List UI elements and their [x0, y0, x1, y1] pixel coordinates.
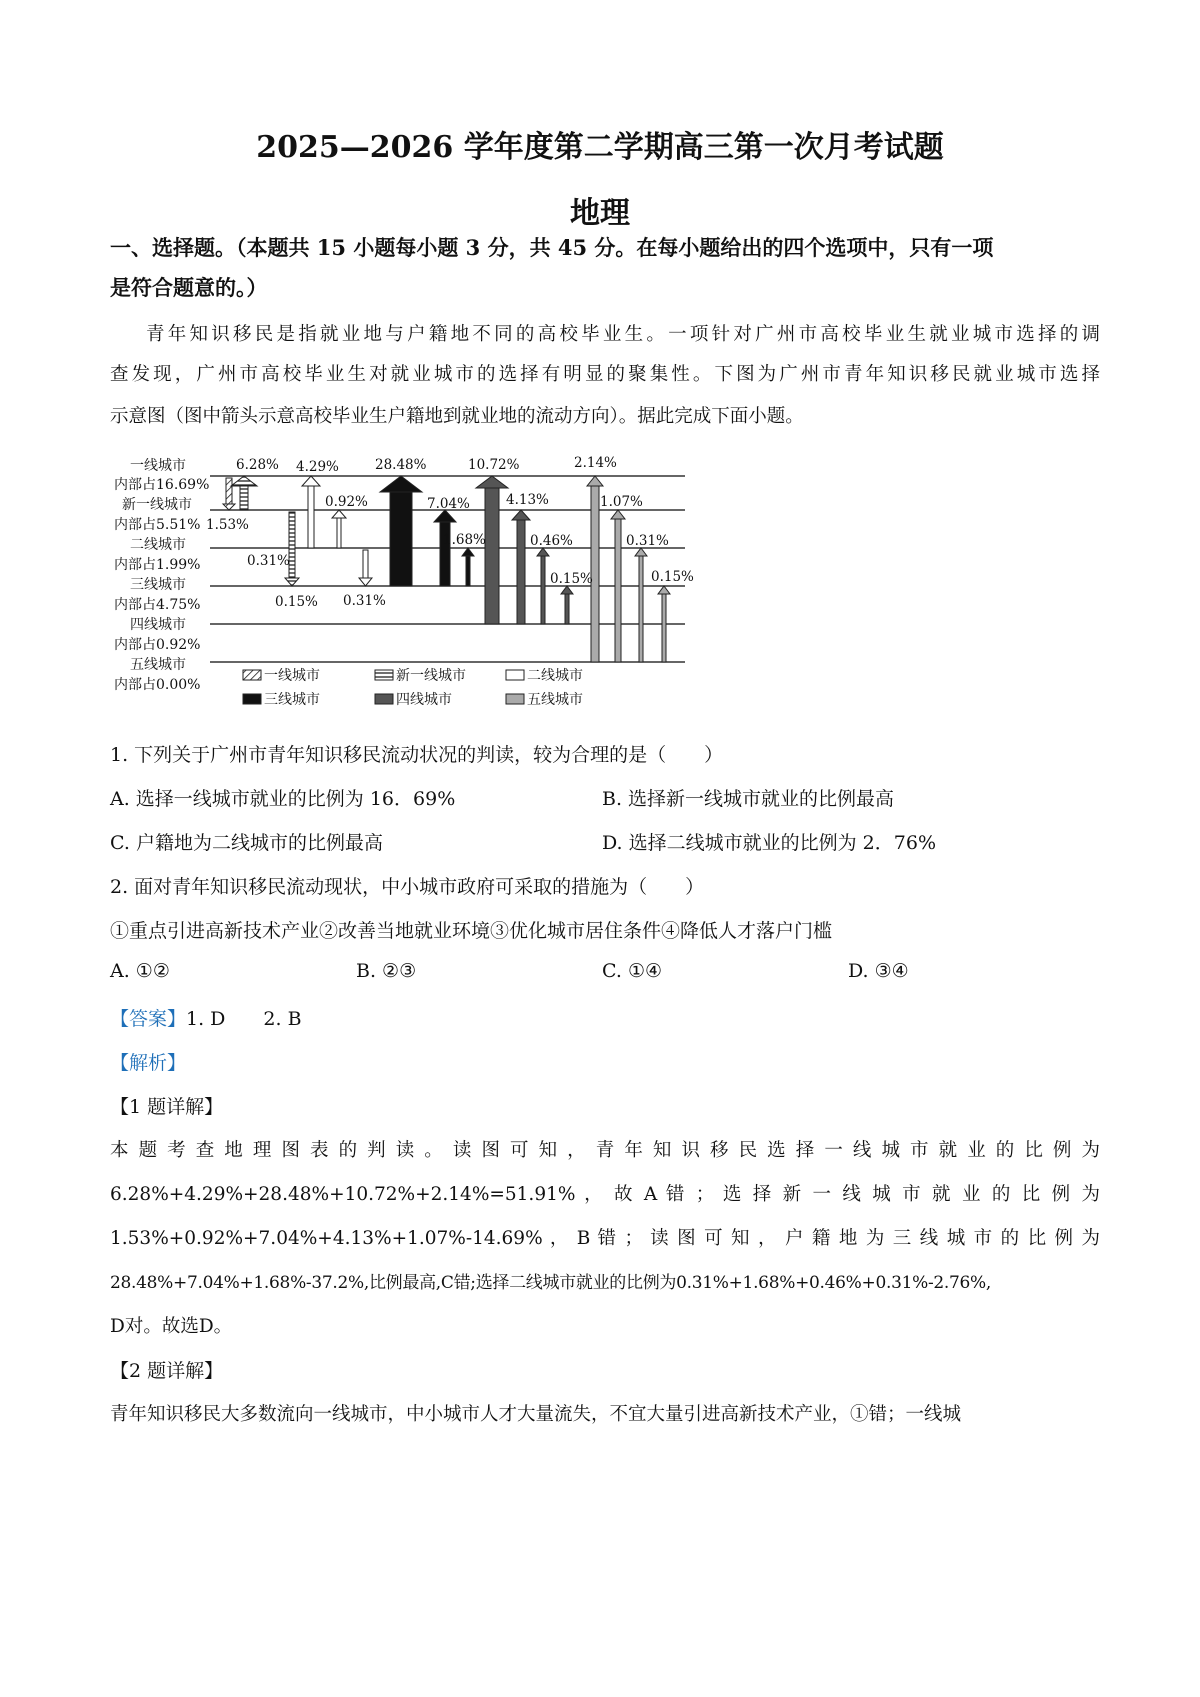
row-inner-newtier1: 内部占5.51%: [114, 517, 201, 533]
flow-label-a6: 0.92%: [325, 494, 368, 510]
flow-label-a5: 0.15%: [275, 594, 318, 610]
q1-option-b: B. 选择新一线城市就业的比例最高: [602, 788, 895, 810]
legend-label-tier1: 一线城市: [264, 668, 320, 684]
row-inner-tier4: 内部占0.92%: [114, 637, 201, 653]
flow-label-a1: 6.28%: [236, 457, 279, 473]
detail1-line4: 28.48%+7.04%+1.68%-37.2%,比例最高,C错;选择二线城市就业的比例为0.31%+1.68%+0.46%+0.31%-2.76%,: [110, 1273, 992, 1293]
flow-label-a4: 0.31%: [247, 553, 290, 569]
intro-line3: 示意图（图中箭头示意高校毕业生户籍地到就业地的流动方向）。据此完成下面小题。: [110, 406, 804, 427]
subject-title: 地理: [570, 196, 630, 231]
section-heading-line1: 一、选择题。（本题共 15 小题每小题 3 分，共 45 分。在每小题给出的四个选项中，只有一项: [110, 235, 994, 260]
legend-swatch-tier4: [375, 694, 393, 704]
arrow-tier2-to-tier1: [302, 476, 320, 548]
flow-label-a13: 0.46%: [530, 533, 573, 549]
legend-label-tier2: 二线城市: [527, 668, 583, 684]
q2-option-a: A. ①②: [110, 960, 170, 982]
row-label-tier4: 四线城市: [130, 617, 186, 633]
arrow-tier4-to-tier1: [476, 476, 508, 624]
intro-line2: 查发现，广州市高校毕业生对就业城市的选择有明显的聚集性。下图为广州市青年知识移民就业城市选择: [110, 364, 1100, 385]
detail1-tag: 【1 题详解】: [110, 1096, 224, 1118]
row-inner-tier1: 内部占16.69%: [114, 477, 210, 493]
arrow-tier4-to-newtier1: [512, 510, 530, 624]
figure-legend: [243, 667, 583, 708]
flow-label-a3: 4.29%: [296, 459, 339, 475]
answer-tag: 【答案】: [110, 1008, 187, 1030]
q2-measures: ①重点引进高新技术产业②改善当地就业环境③优化城市居住条件④降低人才落户门槛: [110, 920, 833, 942]
flow-label-a14: 0.15%: [550, 571, 593, 587]
flow-label-a11: 10.72%: [468, 457, 520, 473]
detail1-line2: 6.28%+4.29%+28.48%+10.72%+2.14%=51.91% ， 故 A 错 ； 选 择 新 一 线 城 市 就 业 的 比 例 为: [110, 1184, 1100, 1205]
answer-line: [110, 1004, 302, 1031]
row-label-tier2: 二线城市: [130, 537, 186, 553]
row-label-tier5: 五线城市: [130, 657, 186, 673]
intro-line1: 青年知识移民是指就业地与户籍地不同的高校毕业生。一项针对广州市高校毕业生就业城市选择的调: [146, 324, 1100, 345]
arrow-tier1-to-newtier1: [223, 478, 235, 510]
legend-label-newtier1: 新一线城市: [396, 668, 466, 684]
flow-label-a15: 2.14%: [574, 455, 617, 471]
arrow-tier3-to-tier2: [462, 548, 474, 586]
migration-figure: [110, 452, 710, 717]
flow-label-a9: 7.04%: [427, 496, 470, 512]
detail1-line3: 1.53%+0.92%+7.04%+4.13%+1.07%-14.69% ， B 错 ； 读 图 可 知 ， 户 籍 地 为 三 线 城 市 的 比 例 为: [110, 1228, 1100, 1249]
row-inner-tier5: 内部占0.00%: [114, 677, 201, 693]
q1-stem: 1. 下列关于广州市青年知识移民流动状况的判读，较为合理的是（ ）: [110, 744, 724, 766]
detail2-tag: 【2 题详解】: [110, 1360, 224, 1382]
q1-option-d: D. 选择二线城市就业的比例为 2．76%: [602, 832, 936, 854]
arrow-tier5-to-tier2: [635, 548, 647, 662]
q1-option-a: A. 选择一线城市就业的比例为 16．69%: [110, 788, 456, 810]
row-inner-tier2: 内部占1.99%: [114, 557, 201, 573]
legend-label-tier3: 三线城市: [264, 692, 320, 708]
row-label-tier3: 三线城市: [130, 577, 186, 593]
answer-text: 1. D 2. B: [186, 1008, 302, 1030]
detail2-line1: 青年知识移民大多数流向一线城市，中小城市人才大量流失，不宜大量引进高新技术产业，①错；一线城: [110, 1404, 962, 1425]
section-heading-line2: 是符合题意的。）: [110, 275, 268, 300]
q2-stem: 2. 面对青年知识移民流动现状，中小城市政府可采取的措施为（ ）: [110, 876, 705, 898]
exam-title: 2025—2026 学年度第二学期高三第一次月考试题: [256, 130, 944, 165]
flow-label-a12: 4.13%: [506, 492, 549, 508]
flow-label-a8: 28.48%: [375, 457, 427, 473]
arrow-newtier1-to-tier3: [285, 512, 299, 586]
row-label-tier1: 一线城市: [130, 458, 186, 474]
q2-option-b: B. ②③: [356, 960, 417, 982]
flow-label-a17: 0.31%: [626, 533, 669, 549]
q2-option-c: C. ①④: [602, 960, 663, 982]
legend-label-tier4: 四线城市: [396, 692, 452, 708]
arrow-tier2-to-tier3: [359, 550, 372, 586]
arrow-tier3-to-tier1: [380, 476, 422, 586]
arrow-tier4-to-tier3: [561, 586, 573, 624]
legend-label-tier5: 五线城市: [527, 692, 583, 708]
legend-swatch-tier3: [243, 694, 261, 704]
legend-swatch-tier5: [506, 694, 524, 704]
row-label-newtier1: 新一线城市: [122, 497, 192, 513]
flow-label-a10: 1.68%: [443, 532, 486, 548]
legend-swatch-tier2: [506, 670, 524, 680]
flow-label-a16: 1.07%: [600, 494, 643, 510]
analysis-tag: 【解析】: [110, 1052, 187, 1074]
flow-label-a7: 0.31%: [343, 593, 386, 609]
detail1-line1: 本题考查地理图表的判读。读图可知，青年知识移民选择一线城市就业的比例为: [110, 1140, 1100, 1161]
flow-label-a18: 0.15%: [651, 569, 694, 585]
detail1-line5: D对。故选D。: [110, 1316, 233, 1337]
flow-label-a2: 1.53%: [206, 517, 249, 533]
arrow-tier2-to-newtier1: [332, 510, 346, 548]
legend-swatch-tier1: [243, 670, 261, 680]
arrow-newtier1-to-tier1: [231, 476, 257, 510]
row-inner-tier3: 内部占4.75%: [114, 597, 201, 613]
q1-option-c: C. 户籍地为二线城市的比例最高: [110, 832, 383, 854]
q2-option-d: D. ③④: [848, 960, 909, 982]
legend-swatch-newtier1: [375, 670, 393, 680]
